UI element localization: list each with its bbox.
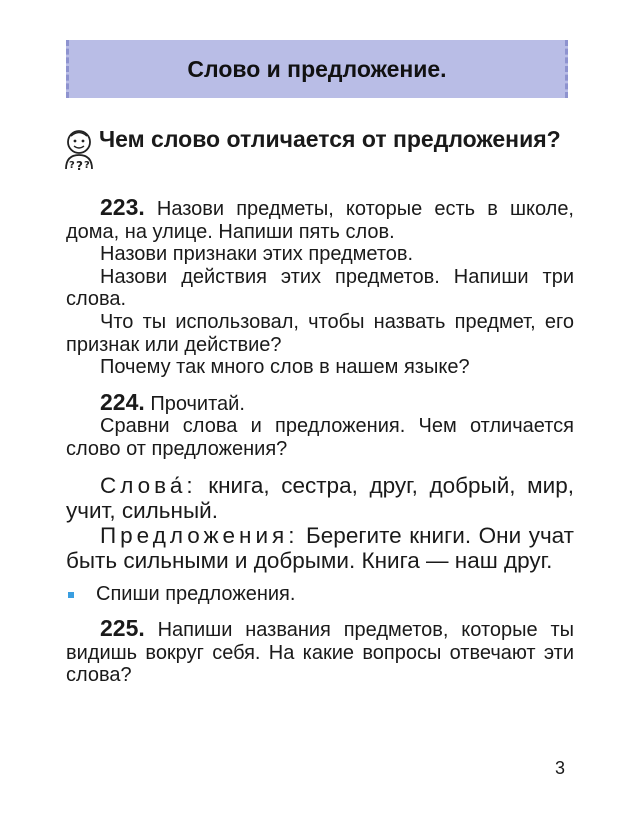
exercise-number: 224. bbox=[100, 388, 145, 415]
sentences-line bbox=[66, 523, 574, 573]
exercises bbox=[66, 196, 574, 687]
svg-text:?: ? bbox=[69, 160, 75, 171]
exercise-text: Назови предметы, которые есть в школе, дома, на улице. Напиши пять слов. bbox=[66, 198, 574, 243]
task-text: Спиши предложения. bbox=[96, 582, 296, 605]
exercise-text: Прочитай. bbox=[150, 392, 245, 415]
words-list: книга, сестра, друг, добрый, мир, учит, сильный. bbox=[66, 472, 574, 523]
section-banner bbox=[66, 40, 568, 98]
exercise-number: 223. bbox=[100, 194, 145, 220]
question-face-icon bbox=[59, 127, 99, 175]
exercise-223-p5: Почему так много слов в нашем языке? bbox=[100, 356, 470, 379]
section-title: Слово и предложение. bbox=[187, 55, 447, 82]
bullet-icon bbox=[68, 592, 74, 598]
words-label: Слова́: bbox=[100, 472, 197, 498]
exercise-224-p2: Сравни слова и предложения. Чем отличается слово от предложения? bbox=[66, 415, 574, 460]
sentences-text: Берегите книги. Они учат быть сильными и добрыми. Книга — наш друг. bbox=[66, 522, 574, 573]
exercise-223 bbox=[66, 196, 574, 243]
exercise-number: 225. bbox=[100, 615, 145, 642]
task-item bbox=[66, 583, 574, 606]
exercise-223-p4: Что ты использовал, чтобы назвать предмет, его признак или действие? bbox=[66, 310, 574, 356]
question-text: Чем слово отличается от предложения? bbox=[99, 126, 561, 152]
words-line bbox=[66, 473, 574, 523]
exercise-225 bbox=[66, 617, 574, 687]
exercise-text: Напиши названия предметов, которые ты видишь вокруг себя. На какие вопросы отвечают эти слова? bbox=[66, 619, 574, 687]
svg-text:?: ? bbox=[76, 159, 83, 173]
exercise-223-p3: Назови действия этих предметов. Напиши три слова. bbox=[66, 265, 574, 311]
sentences-label: Предложения: bbox=[100, 522, 299, 548]
exercise-224 bbox=[66, 388, 574, 416]
exercise-223-p2: Назови признаки этих предметов. bbox=[100, 243, 414, 266]
svg-text:?: ? bbox=[84, 160, 90, 171]
page-number: 3 bbox=[555, 758, 566, 778]
lesson-question bbox=[59, 125, 579, 175]
